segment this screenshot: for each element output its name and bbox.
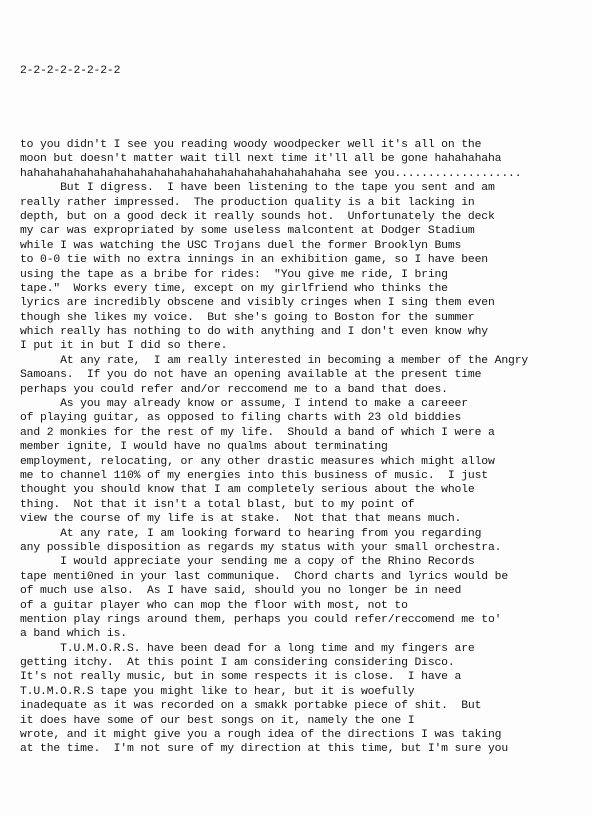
letter-line: tape." Works every time, except on my girlfriend who thinks the (20, 282, 448, 295)
letter-line: As you may already know or assume, I intend to make a careeer (20, 398, 468, 411)
letter-line: a band which is. (20, 628, 127, 641)
letter-line: depth, but on a good deck it really sounds hot. Unfortunately the deck (20, 210, 495, 223)
letter-line: Samoans. If you do not have an opening available at the present time (20, 369, 482, 382)
letter-line: really rather impressed. The production quality is a bit lacking in (20, 196, 475, 209)
letter-line: employment, relocating, or any other drastic measures which might allow (20, 455, 495, 468)
letter-line: thought you should know that I am completely serious about the whole (20, 484, 475, 497)
letter-line: to 0-0 tie with no extra innings in an exhibition game, so I have been (20, 254, 488, 267)
letter-line: I put it in but I did so there. (20, 340, 228, 353)
letter-line: my car was expropriated by some useless malcontent at Dodger Stadium (20, 225, 475, 238)
letter-line: of a guitar player who can mop the floor with most, not to (20, 599, 408, 612)
page-number-header: 2-2-2-2-2-2-2-2 (20, 65, 121, 77)
letter-line: T.U.M.O.R.S. have been dead for a long time and my fingers are (20, 642, 475, 655)
letter-line: member ignite, I would have no qualms about terminating (20, 441, 388, 454)
letter-body (20, 138, 592, 757)
letter-line: getting itchy. At this point I am considering considering Disco. (20, 657, 455, 670)
letter-line: of playing guitar, as opposed to filing charts with 23 old biddies (20, 412, 462, 425)
letter-line: which really has nothing to do with anything and I don't even know why (20, 326, 488, 339)
letter-line: I would appreciate your sending me a copy of the Rhino Records (20, 556, 475, 569)
letter-line: wrote, and it might give you a rough idea of the directions I was taking (20, 729, 502, 742)
letter-line: tape menti0ned in your last communique. Chord charts and lyrics would be (20, 570, 509, 583)
letter-line: me to channel 110% of my energies into this business of music. I just (20, 469, 488, 482)
letter-line: At any rate, I am looking forward to hearing from you regarding (20, 527, 482, 540)
letter-line: and 2 monkies for the rest of my life. Should a band of which I were a (20, 426, 495, 439)
letter-line: T.U.M.O.R.S tape you might like to hear, but it is woefully (20, 685, 415, 698)
letter-line: to you didn't I see you reading woody woodpecker well it's all on the (20, 139, 482, 151)
letter-line: hahahahahahahahahahahahahahahahahahahahahahahaha see you................... (20, 167, 522, 180)
letter-line: of much use also. As I have said, should you no longer be in need (20, 585, 462, 598)
letter-line: at the time. I'm not sure of my direction at this time, but I'm sure you (20, 743, 509, 756)
letter-line: It's not really music, but in some respects it is close. I have a (20, 671, 462, 684)
letter-line: thing. Not that it isn't a total blast, but to my point of (20, 498, 415, 511)
letter-line: But I digress. I have been listening to the tape you sent and am (20, 182, 495, 195)
letter-line: though she likes my voice. But she's going to Boston for the summer (20, 311, 475, 324)
letter-line: any possible disposition as regards my status with your small orchestra. (20, 541, 502, 554)
letter-line: At any rate, I am really interested in becoming a member of the Angry (20, 354, 529, 367)
letter-line: it does have some of our best songs on it, namely the one I (20, 714, 415, 727)
letter-line: lyrics are incredibly obscene and visibly cringes when I sing them even (20, 297, 495, 310)
letter-line: using the tape as a bribe for rides: "You give me ride, I bring (20, 268, 448, 281)
letter-line: inadequate as it was recorded on a smakk portabke piece of shit. But (20, 700, 482, 713)
letter-line: mention play rings around them, perhaps you could refer/reccomend me to' (20, 613, 502, 626)
letter-line: perhaps you could refer and/or reccomend me to a band that does. (20, 383, 448, 396)
letter-line: view the course of my life is at stake. Not that that means much. (20, 513, 462, 526)
letter-line: moon but doesn't matter wait till next time it'll all be gone hahahahaha (20, 153, 502, 166)
letter-line: while I was watching the USC Trojans duel the former Brooklyn Bums (20, 239, 462, 252)
